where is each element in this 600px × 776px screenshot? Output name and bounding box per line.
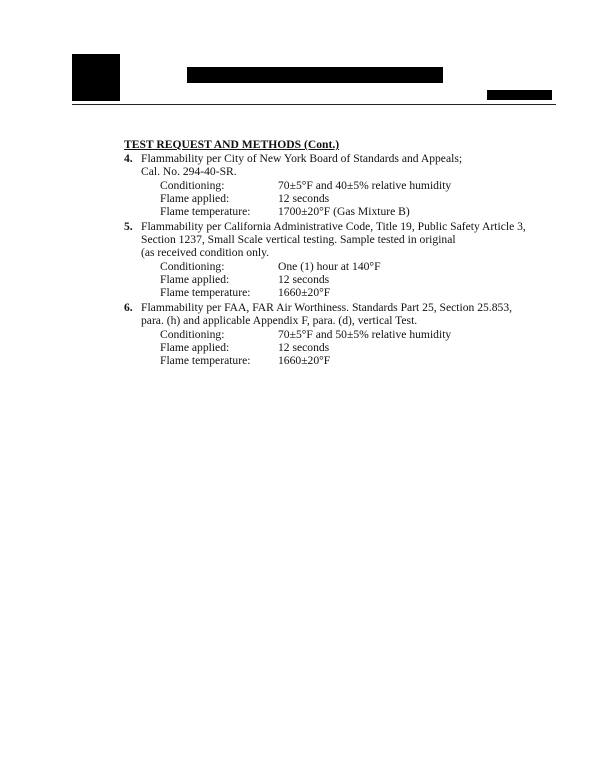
param-table — [160, 328, 451, 367]
item-line: Cal. No. 294-40-SR. — [141, 165, 237, 178]
param-label: Flame applied: — [160, 192, 230, 205]
param-row — [160, 192, 451, 205]
param-row — [160, 286, 381, 299]
param-table — [160, 179, 451, 218]
redacted-tag — [487, 90, 552, 100]
item-number: 5. — [124, 220, 133, 233]
test-item-5 — [124, 220, 554, 299]
param-label: Flame applied: — [160, 341, 230, 354]
item-line: Flammability per FAA, FAR Air Worthiness. Standards Part 25, Section 25.853, — [141, 301, 513, 314]
param-label: Flame temperature: — [160, 205, 251, 218]
param-value: 1700±20°F (Gas Mixture B) — [278, 205, 410, 218]
param-row — [160, 354, 451, 367]
param-value: 12 seconds — [278, 192, 330, 205]
param-label: Flame applied: — [160, 273, 230, 286]
section-title: TEST REQUEST AND METHODS (Cont.) — [124, 138, 340, 151]
param-label: Conditioning: — [160, 260, 225, 273]
param-value: 12 seconds — [278, 273, 330, 286]
param-value: One (1) hour at 140°F — [278, 260, 381, 273]
test-item-4 — [124, 152, 554, 218]
item-line: Section 1237, Small Scale vertical testing. Sample tested in original — [141, 233, 456, 246]
item-number: 4. — [124, 152, 133, 165]
param-value: 70±5°F and 40±5% relative humidity — [278, 179, 452, 192]
param-value: 1660±20°F — [278, 354, 331, 367]
param-value: 12 seconds — [278, 341, 330, 354]
param-value: 70±5°F and 50±5% relative humidity — [278, 328, 452, 341]
param-label: Flame temperature: — [160, 286, 251, 299]
item-number: 6. — [124, 301, 133, 314]
param-label: Conditioning: — [160, 328, 225, 341]
item-line: Flammability per California Administrative Code, Title 19, Public Safety Article 3, — [141, 220, 526, 233]
param-row — [160, 260, 381, 273]
param-table — [160, 260, 381, 299]
param-row — [160, 273, 381, 286]
item-line: Flammability per City of New York Board of Standards and Appeals; — [141, 152, 463, 165]
param-label: Flame temperature: — [160, 354, 251, 367]
item-line: para. (h) and applicable Appendix F, para. (d), vertical Test. — [141, 314, 418, 327]
document-body — [124, 138, 554, 369]
redacted-logo — [72, 54, 120, 101]
param-row — [160, 205, 451, 218]
param-label: Conditioning: — [160, 179, 225, 192]
param-row — [160, 328, 451, 341]
test-item-6 — [124, 301, 554, 367]
param-value: 1660±20°F — [278, 286, 331, 299]
redacted-title — [187, 67, 443, 83]
header-divider — [72, 104, 556, 105]
param-row — [160, 179, 451, 192]
item-line: (as received condition only. — [141, 246, 270, 259]
param-row — [160, 341, 451, 354]
